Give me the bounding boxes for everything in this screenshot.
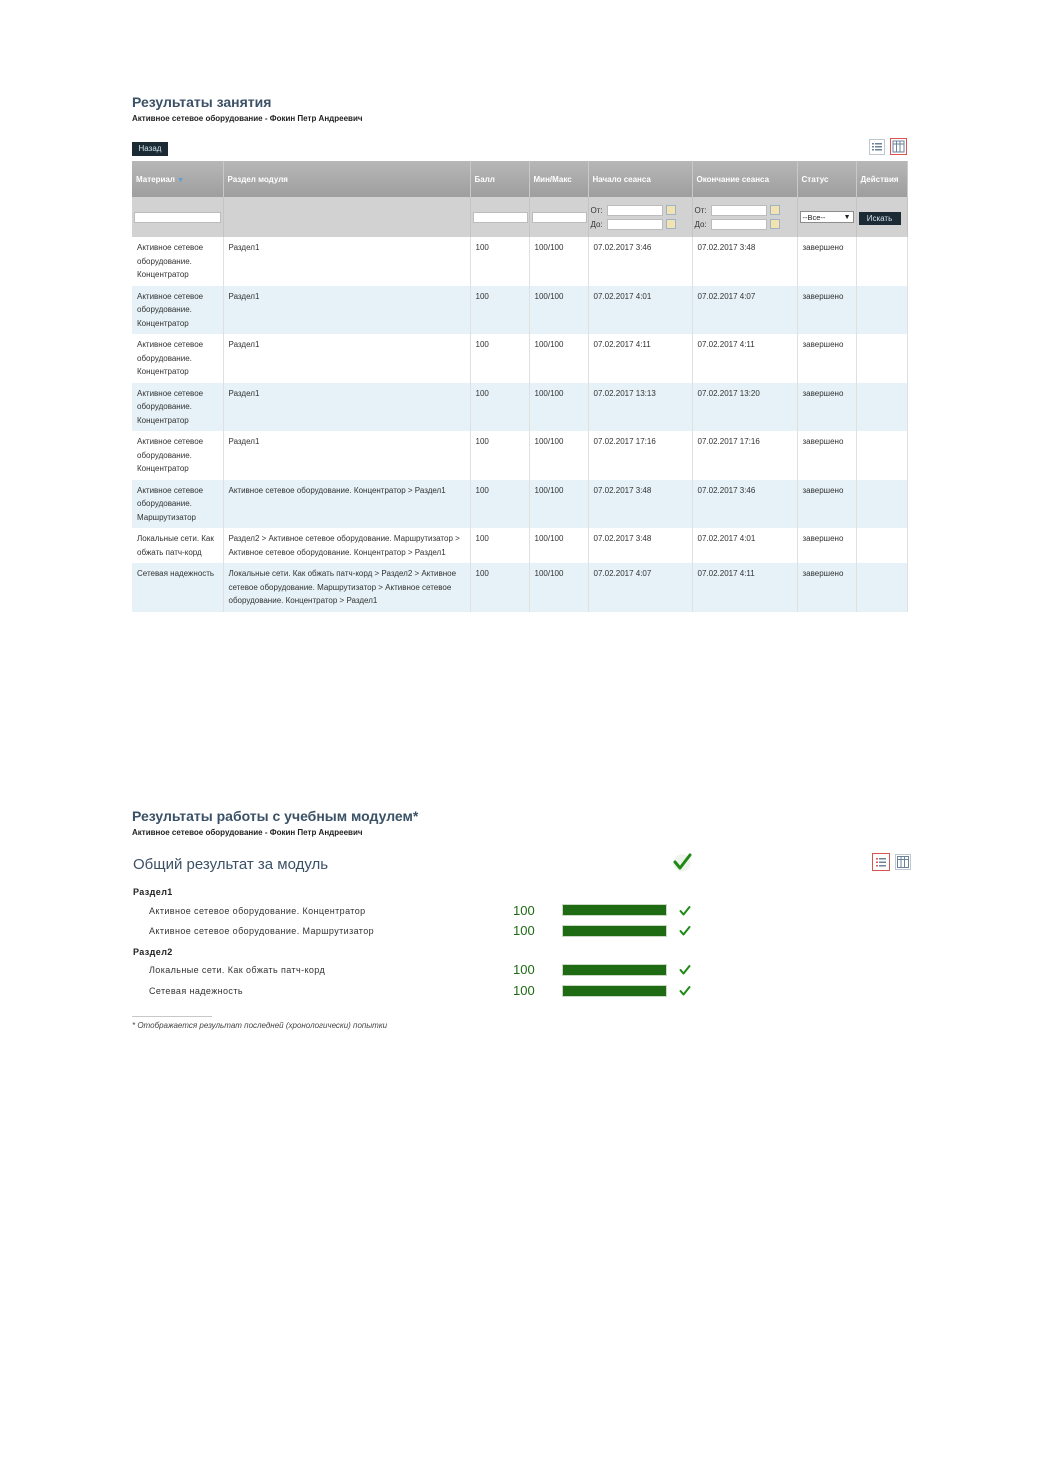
status-select[interactable]: --Все-- ▼ — [800, 211, 854, 223]
cell-minmax: 100/100 — [529, 383, 588, 432]
cell-actions — [856, 237, 907, 286]
col-actions: Действия — [856, 161, 907, 197]
back-button[interactable]: Назад — [132, 142, 168, 156]
table-row — [132, 334, 907, 383]
cell-section: Раздел1 — [223, 383, 470, 432]
cell-score: 100 — [470, 286, 529, 335]
col-minmax[interactable]: Мин/Макс — [529, 161, 588, 197]
cell-status: завершено — [797, 237, 856, 286]
sort-desc-icon: ▼ — [177, 176, 185, 184]
cell-status: завершено — [797, 383, 856, 432]
cell-end: 07.02.2017 4:11 — [692, 563, 797, 612]
cell-status: завершено — [797, 480, 856, 529]
table-row — [132, 563, 907, 612]
cell-start: 07.02.2017 13:13 — [588, 383, 692, 432]
cell-start: 07.02.2017 4:07 — [588, 563, 692, 612]
calendar-icon[interactable] — [666, 205, 676, 215]
end-to-input[interactable] — [711, 219, 767, 230]
cell-start: 07.02.2017 4:11 — [588, 334, 692, 383]
end-to-label: До: — [694, 219, 707, 229]
minmax-filter-input[interactable] — [532, 212, 587, 223]
cell-score: 100 — [470, 480, 529, 529]
item-score: 100 — [513, 962, 535, 977]
cell-score: 100 — [470, 431, 529, 480]
col-score[interactable]: Балл — [470, 161, 529, 197]
start-from-label: От: — [590, 205, 603, 215]
item-label: Активное сетевое оборудование. Концентратор — [149, 906, 366, 916]
progress-bar — [562, 904, 667, 916]
progress-bar — [562, 985, 667, 997]
cell-start: 07.02.2017 3:46 — [588, 237, 692, 286]
calendar-icon[interactable] — [666, 219, 676, 229]
cell-material: Активное сетевое оборудование. Маршрутизатор — [132, 480, 223, 529]
check-icon — [679, 964, 691, 976]
cell-minmax: 100/100 — [529, 528, 588, 563]
cell-status: завершено — [797, 528, 856, 563]
cell-minmax: 100/100 — [529, 563, 588, 612]
group-title: Раздел2 — [133, 947, 173, 957]
cell-actions — [856, 431, 907, 480]
cell-material: Активное сетевое оборудование. Концентратор — [132, 237, 223, 286]
cell-end: 07.02.2017 13:20 — [692, 383, 797, 432]
cell-end: 07.02.2017 4:11 — [692, 334, 797, 383]
end-from-input[interactable] — [711, 205, 767, 216]
start-to-label: До: — [590, 219, 603, 229]
table-row — [132, 383, 907, 432]
cell-section: Локальные сети. Как обжать патч-корд > Раздел2 > Активное сетевое оборудование. Маршрутизатор > Активное сетевое оборудование. Концентратор > Раздел1 — [223, 563, 470, 612]
check-icon — [679, 985, 691, 997]
cell-material: Активное сетевое оборудование. Концентратор — [132, 431, 223, 480]
cell-actions — [856, 563, 907, 612]
group-title: Раздел1 — [133, 887, 173, 897]
item-label: Активное сетевое оборудование. Маршрутизатор — [149, 926, 375, 936]
cell-section: Активное сетевое оборудование. Концентратор > Раздел1 — [223, 480, 470, 529]
results-table — [132, 161, 908, 612]
col-end[interactable]: Окончание сеанса — [692, 161, 797, 197]
cell-status: завершено — [797, 563, 856, 612]
cell-actions — [856, 334, 907, 383]
cell-actions — [856, 383, 907, 432]
cell-end: 07.02.2017 4:07 — [692, 286, 797, 335]
filter-row — [132, 197, 907, 237]
progress-bar — [562, 964, 667, 976]
cell-section: Раздел1 — [223, 286, 470, 335]
col-status[interactable]: Статус — [797, 161, 856, 197]
table-row — [132, 286, 907, 335]
material-filter-input[interactable] — [134, 212, 221, 223]
cell-material: Активное сетевое оборудование. Концентратор — [132, 334, 223, 383]
cell-material: Локальные сети. Как обжать патч-корд — [132, 528, 223, 563]
footnote-divider — [132, 1016, 212, 1017]
cell-material: Сетевая надежность — [132, 563, 223, 612]
cell-actions — [856, 480, 907, 529]
col-section[interactable]: Раздел модуля — [223, 161, 470, 197]
cell-score: 100 — [470, 237, 529, 286]
cell-section: Раздел2 > Активное сетевое оборудование. Маршрутизатор > Активное сетевое оборудование. Концентратор > Раздел1 — [223, 528, 470, 563]
cell-minmax: 100/100 — [529, 480, 588, 529]
cell-section: Раздел1 — [223, 431, 470, 480]
cell-end: 07.02.2017 17:16 — [692, 431, 797, 480]
item-label: Локальные сети. Как обжать патч-корд — [149, 965, 326, 975]
item-score: 100 — [513, 923, 535, 938]
cell-actions — [856, 286, 907, 335]
chevron-down-icon: ▼ — [843, 214, 851, 221]
cell-minmax: 100/100 — [529, 286, 588, 335]
cell-material: Активное сетевое оборудование. Концентратор — [132, 286, 223, 335]
table-row — [132, 237, 907, 286]
list-view-icon[interactable] — [869, 139, 885, 155]
check-icon — [679, 925, 691, 937]
table-view-icon[interactable] — [890, 138, 907, 155]
search-button[interactable]: Искать — [859, 212, 901, 225]
cell-score: 100 — [470, 563, 529, 612]
cell-status: завершено — [797, 286, 856, 335]
overall-result-label: Общий результат за модуль — [133, 856, 329, 873]
cell-start: 07.02.2017 3:48 — [588, 528, 692, 563]
cell-minmax: 100/100 — [529, 431, 588, 480]
start-to-input[interactable] — [607, 219, 663, 230]
progress-bar — [562, 925, 667, 937]
col-start[interactable]: Начало сеанса — [588, 161, 692, 197]
cell-end: 07.02.2017 3:46 — [692, 480, 797, 529]
table-view-icon[interactable] — [895, 854, 911, 870]
cell-score: 100 — [470, 334, 529, 383]
cell-section: Раздел1 — [223, 334, 470, 383]
cell-score: 100 — [470, 528, 529, 563]
item-score: 100 — [513, 903, 535, 918]
table-row — [132, 431, 907, 480]
cell-status: завершено — [797, 334, 856, 383]
check-icon — [672, 852, 692, 872]
cell-status: завершено — [797, 431, 856, 480]
col-material[interactable]: Материал ▼ — [132, 161, 223, 197]
item-label: Сетевая надежность — [149, 986, 243, 996]
start-from-input[interactable] — [607, 205, 663, 216]
page-subtitle: Активное сетевое оборудование - Фокин Петр Андреевич — [132, 114, 363, 123]
cell-minmax: 100/100 — [529, 237, 588, 286]
end-from-label: От: — [694, 205, 707, 215]
module-results-title: Результаты работы с учебным модулем* — [132, 808, 419, 824]
list-view-icon[interactable] — [872, 853, 890, 871]
check-icon — [679, 905, 691, 917]
cell-minmax: 100/100 — [529, 334, 588, 383]
table-row — [132, 528, 907, 563]
cell-start: 07.02.2017 17:16 — [588, 431, 692, 480]
module-results-subtitle: Активное сетевое оборудование - Фокин Петр Андреевич — [132, 828, 363, 837]
cell-start: 07.02.2017 4:01 — [588, 286, 692, 335]
cell-material: Активное сетевое оборудование. Концентратор — [132, 383, 223, 432]
calendar-icon[interactable] — [770, 219, 780, 229]
cell-end: 07.02.2017 4:01 — [692, 528, 797, 563]
table-row — [132, 480, 907, 529]
cell-end: 07.02.2017 3:48 — [692, 237, 797, 286]
cell-score: 100 — [470, 383, 529, 432]
cell-start: 07.02.2017 3:48 — [588, 480, 692, 529]
page-title: Результаты занятия — [132, 94, 272, 110]
footnote: * Отображается результат последней (хронологически) попытки — [132, 1021, 388, 1030]
calendar-icon[interactable] — [770, 205, 780, 215]
item-score: 100 — [513, 983, 535, 998]
cell-section: Раздел1 — [223, 237, 470, 286]
cell-actions — [856, 528, 907, 563]
score-filter-input[interactable] — [473, 212, 528, 223]
